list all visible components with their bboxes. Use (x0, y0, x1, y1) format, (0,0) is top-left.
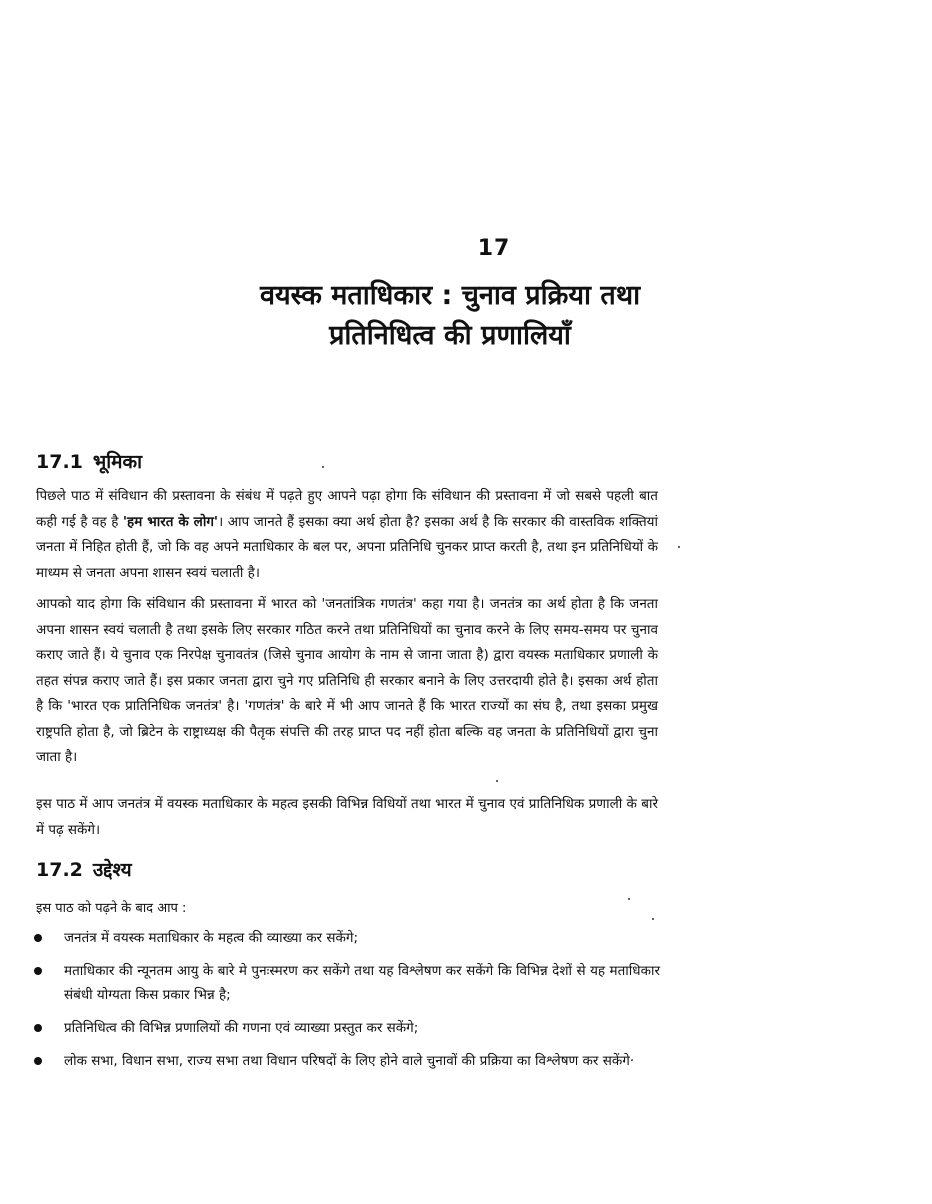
objectives-list (30, 926, 660, 1082)
bullet-icon (34, 1057, 42, 1065)
chapter-title-line-1: वयस्क मताधिकार : चुनाव प्रक्रिया तथा (259, 280, 641, 311)
list-item-text: प्रतिनिधित्व की विभिन्न प्रणालियों की गणना एवं व्याख्या प्रस्तुत कर सकेंगे; (64, 1020, 419, 1036)
bullet-icon (34, 1024, 42, 1032)
objectives-intro: इस पाठ को पढ़ने के बाद आप : (36, 901, 187, 916)
paragraph-2: आपको याद होगा कि संविधान की प्रस्तावना में भारत को 'जनतांत्रिक गणतंत्र' कहा गया है। जनतंत्र का अर्थ होता है कि जनता अपना शासन स्वयं चलाती है तथा इसके लिए सरकार गठित करने तथा प्रतिनिधियों का चुनाव करने के लिए समय-समय पर चुनाव कराए जाते हैं। ये चुनाव एक निरपेक्ष चुनावतंत्र (जिसे चुनाव आयोग के नाम से जाना जाता है) द्वारा वयस्क मताधिकार प्रणाली के तहत संपन्न कराए जाते हैं। इस प्रकार जनता द्वारा चुने गए प्रतिनिधि ही सरकार बनाने के लिए उत्तरदायी होते है। इसका अर्थ होता है कि 'भारत एक प्रातिनिधिक जनतंत्र' है। 'गणतंत्र' के बारे में भी आप जानते हैं कि भारत राज्यों का संघ है, तथा इसका प्रमुख राष्ट्रपति होता है, जो ब्रिटेन के राष्ट्राध्यक्ष की पैतृक संपत्ति की तरह प्राप्त पद नहीं होता बल्कि वह जनता के प्रतिनिधियों द्वारा चुना जाता है। (36, 596, 658, 765)
section-heading-introduction (36, 448, 142, 474)
paragraph-3: इस पाठ में आप जनतंत्र में वयस्क मताधिकार के महत्व इसकी विभिन्न विधियों तथा भारत में चुनाव एवं प्रातिनिधिक प्रणाली के बारे में पढ़ सकेंगे। (36, 796, 658, 838)
list-item-text: लोक सभा, विधान सभा, राज्य सभा तथा विधान परिषदों के लिए होने वाले चुनावों की प्रक्रिया का विश्लेषण कर सकेंगे· (64, 1053, 635, 1069)
scan-speck (678, 546, 680, 548)
scan-speck (496, 780, 498, 782)
section-number: 17.1 (36, 451, 83, 473)
scan-speck (628, 898, 630, 900)
list-item (30, 926, 660, 950)
paragraph-1-text-a: पिछले पाठ में संविधान की प्रस्तावना के संबंध में पढ़ते हुए आपने पढ़ा होगा कि संविधान की प्रस्तावना में जो सबसे पहली बात कही गई है वह है (36, 488, 658, 530)
list-item-text: जनतंत्र में वयस्क मताधिकार के महत्व की व्याख्या कर सकेंगे; (64, 930, 359, 946)
list-item (30, 1016, 660, 1040)
bullet-icon (34, 934, 42, 942)
chapter-title-line-2: प्रतिनिधित्व की प्रणालियाँ (329, 320, 571, 351)
section-heading-objectives (36, 856, 132, 882)
section-number: 17.2 (36, 859, 83, 881)
list-item-text: मताधिकार की न्यूनतम आयु के बारे मे पुनःस्मरण कर सकेंगे तथा यह विश्लेषण कर सकेंगे कि विभिन्न देशों से यह मताधिकार संबंधी योग्यता किस प्रकार भिन्न है; (64, 963, 660, 1003)
section-title: भूमिका (92, 451, 143, 473)
scan-speck (322, 466, 324, 468)
paragraph-1-text-b: । आप जानते हैं इसका क्या अर्थ होता है? इसका अर्थ है कि सरकार की वास्तविक शक्तियां जनता में निहित होती हैं, जो कि वह अपने मताधिकार के बल पर, अपना प्रतिनिधि चुनकर प्राप्त करती है, तथा इन प्रतिनिधियों के माध्यम से जनता अपना शासन स्वयं चलाती है। (36, 513, 658, 581)
chapter-number: 17 (477, 236, 511, 261)
list-item (30, 1049, 660, 1073)
chapter-title (100, 276, 800, 356)
paragraph-1 (36, 484, 658, 586)
paragraph-1-emphasis: 'हम भारत के लोग' (122, 513, 219, 530)
list-item (30, 959, 660, 1007)
section-title: उद्देश्य (92, 859, 132, 881)
scan-speck (652, 918, 654, 920)
bullet-icon (34, 967, 42, 975)
